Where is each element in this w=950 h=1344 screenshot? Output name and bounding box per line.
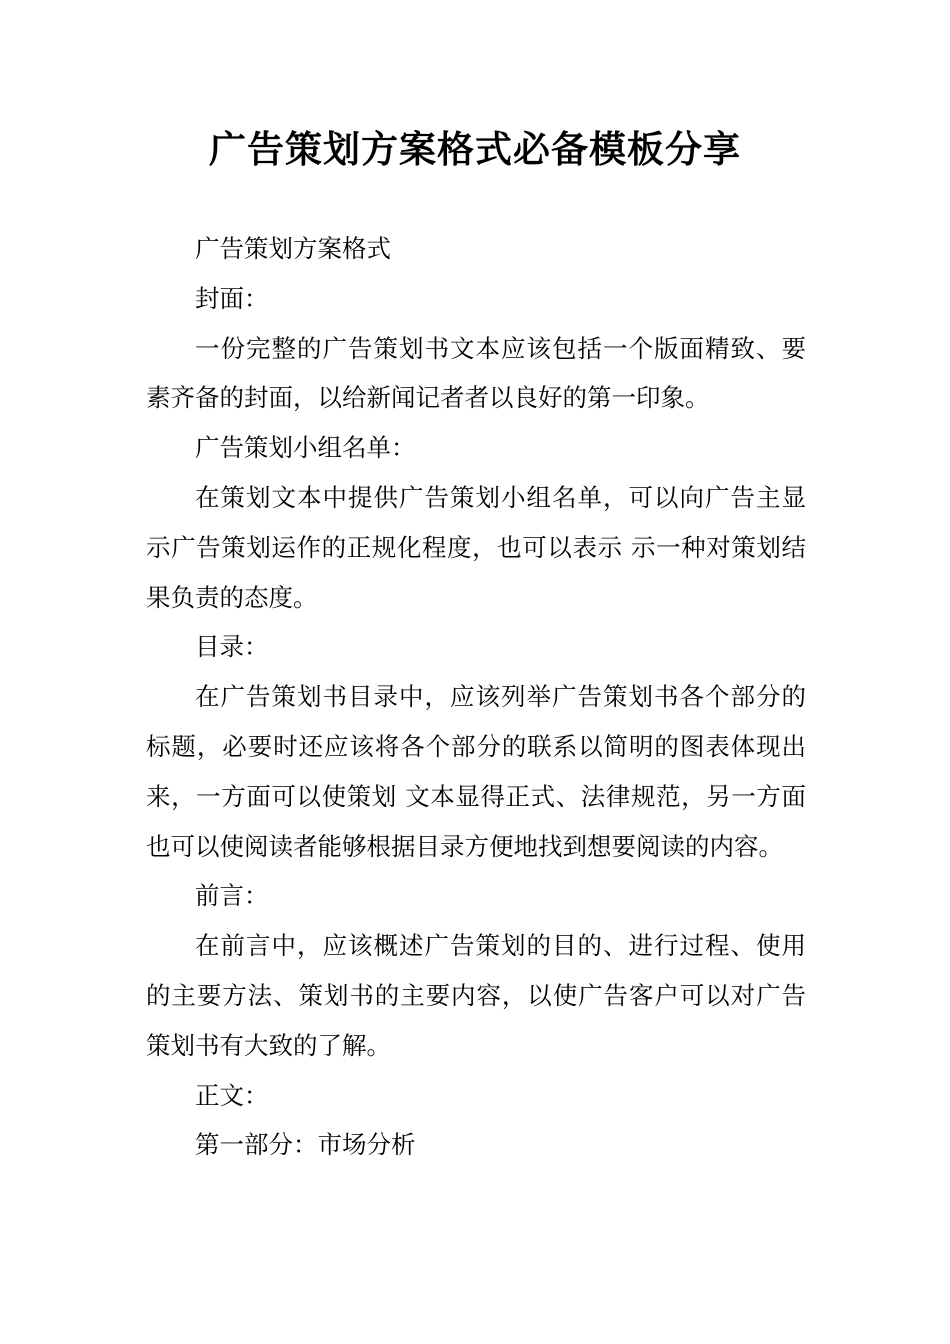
paragraph-part-one: 第一部分：市场分析 xyxy=(195,1130,416,1160)
paragraph-heading-format: 广告策划方案格式 xyxy=(195,234,391,263)
paragraph-preface-text: 在前言中，应该概述广告策划的目的、进行过程、使用的主要方法、策划书的主要内容，以使广告客户可以对广告策划书有大致的了解。 xyxy=(146,931,806,1060)
paragraph-heading-toc: 目录： xyxy=(195,632,269,662)
paragraph-heading-cover: 封面： xyxy=(195,283,269,313)
paragraph-heading-preface: 前言： xyxy=(195,881,269,911)
paragraph-heading-team: 广告策划小组名单： xyxy=(195,433,416,463)
paragraph-toc-text: 在广告策划书目录中，应该列举广告策划书各个部分的标题，必要时还应该将各个部分的联系以简明的图表体现出来，一方面可以使策划 文本显得正式、法律规范，另一方面也可以使阅读者能够根据目录方便地找到想要阅读的内容。 xyxy=(146,682,806,861)
document-title: 广告策划方案格式必备模板分享 xyxy=(209,128,741,171)
paragraph-cover-text: 一份完整的广告策划书文本应该包括一个版面精致、要素齐备的封面，以给新闻记者者以良好的第一印象。 xyxy=(146,333,806,413)
document-body xyxy=(146,224,806,1170)
paragraph-team-text: 在策划文本中提供广告策划小组名单，可以向广告主显示广告策划运作的正规化程度，也可以表示 示一种对策划结果负责的态度。 xyxy=(146,482,806,612)
paragraph-heading-main: 正文： xyxy=(195,1080,269,1110)
